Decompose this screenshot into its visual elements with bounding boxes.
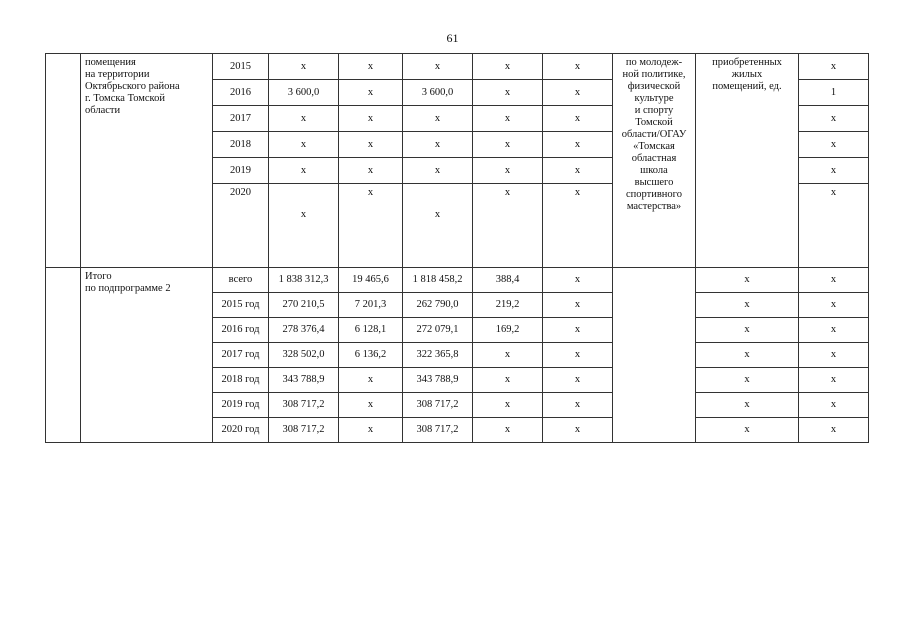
federal-cell: 19 465,6 — [339, 268, 403, 293]
other-cell: х — [543, 418, 613, 443]
federal-cell: х — [339, 368, 403, 393]
other-cell: х — [543, 318, 613, 343]
total-cell: 308 717,2 — [269, 418, 339, 443]
federal-cell: х — [339, 54, 403, 80]
year-cell: 2017 — [213, 106, 269, 132]
row-number-cell — [46, 268, 81, 443]
value-cell: х — [799, 293, 869, 318]
other-cell: х — [543, 368, 613, 393]
indicator-cell: х — [696, 418, 799, 443]
value-cell: х — [799, 158, 869, 184]
regional-cell: 322 365,8 — [403, 343, 473, 368]
executor-cell — [613, 268, 696, 443]
federal-cell: х — [339, 106, 403, 132]
local-cell: х — [473, 368, 543, 393]
local-cell: х — [473, 184, 543, 268]
year-cell: 2015 — [213, 54, 269, 80]
regional-cell: х — [403, 132, 473, 158]
total-cell: х — [269, 54, 339, 80]
local-cell: х — [473, 106, 543, 132]
federal-cell: 6 136,2 — [339, 343, 403, 368]
table-row — [46, 54, 869, 80]
year-cell: 2016 год — [213, 318, 269, 343]
other-cell: х — [543, 268, 613, 293]
regional-cell: 1 818 458,2 — [403, 268, 473, 293]
indicator-cell: приобретенных жилых помещений, ед. — [696, 54, 799, 268]
regional-cell: 308 717,2 — [403, 393, 473, 418]
year-cell: 2015 год — [213, 293, 269, 318]
value-cell: х — [799, 418, 869, 443]
other-cell: х — [543, 393, 613, 418]
year-cell: 2016 — [213, 80, 269, 106]
local-cell: х — [473, 80, 543, 106]
value-cell: х — [799, 393, 869, 418]
other-cell: х — [543, 184, 613, 268]
table-row — [46, 268, 869, 293]
value-cell: х — [799, 318, 869, 343]
other-cell: х — [543, 106, 613, 132]
year-cell: 2018 — [213, 132, 269, 158]
indicator-cell: х — [696, 368, 799, 393]
year-cell: 2020 год — [213, 418, 269, 443]
federal-cell: 6 128,1 — [339, 318, 403, 343]
local-cell: 169,2 — [473, 318, 543, 343]
federal-cell: х — [339, 418, 403, 443]
value-cell: х — [799, 268, 869, 293]
regional-cell: 308 717,2 — [403, 418, 473, 443]
federal-cell: х — [339, 80, 403, 106]
local-cell: 388,4 — [473, 268, 543, 293]
indicator-cell: х — [696, 268, 799, 293]
year-cell: 2019 — [213, 158, 269, 184]
local-cell: х — [473, 132, 543, 158]
measure-description: помещения на территории Октябрьского района г. Томска Томской области — [81, 54, 213, 268]
indicator-cell: х — [696, 318, 799, 343]
budget-table — [45, 53, 869, 443]
total-cell: х — [269, 132, 339, 158]
value-cell: х — [799, 343, 869, 368]
indicator-cell: х — [696, 343, 799, 368]
other-cell: х — [543, 132, 613, 158]
indicator-cell: х — [696, 393, 799, 418]
indicator-cell: х — [696, 293, 799, 318]
total-cell: 278 376,4 — [269, 318, 339, 343]
value-cell: х — [799, 184, 869, 268]
row-number-cell — [46, 54, 81, 268]
regional-cell: 262 790,0 — [403, 293, 473, 318]
federal-cell: х — [339, 158, 403, 184]
total-cell: х — [269, 158, 339, 184]
value-cell: х — [799, 132, 869, 158]
regional-cell: х — [403, 158, 473, 184]
other-cell: х — [543, 343, 613, 368]
total-cell: 328 502,0 — [269, 343, 339, 368]
total-cell: 270 210,5 — [269, 293, 339, 318]
federal-cell: х — [339, 393, 403, 418]
local-cell: х — [473, 418, 543, 443]
federal-cell: 7 201,3 — [339, 293, 403, 318]
year-cell: 2017 год — [213, 343, 269, 368]
other-cell: х — [543, 80, 613, 106]
regional-cell: х — [403, 184, 473, 268]
year-cell: всего — [213, 268, 269, 293]
regional-cell: х — [403, 54, 473, 80]
total-cell: 343 788,9 — [269, 368, 339, 393]
total-cell: 3 600,0 — [269, 80, 339, 106]
regional-cell: 272 079,1 — [403, 318, 473, 343]
local-cell: х — [473, 54, 543, 80]
local-cell: х — [473, 393, 543, 418]
local-cell: х — [473, 343, 543, 368]
regional-cell: 3 600,0 — [403, 80, 473, 106]
value-cell: х — [799, 54, 869, 80]
year-cell: 2019 год — [213, 393, 269, 418]
local-cell: 219,2 — [473, 293, 543, 318]
value-cell: х — [799, 368, 869, 393]
total-cell: 1 838 312,3 — [269, 268, 339, 293]
total-cell: 308 717,2 — [269, 393, 339, 418]
subprogram-total-label: Итого по подпрограмме 2 — [81, 268, 213, 443]
regional-cell: 343 788,9 — [403, 368, 473, 393]
other-cell: х — [543, 158, 613, 184]
page-number: 61 — [446, 31, 459, 45]
other-cell: х — [543, 54, 613, 80]
local-cell: х — [473, 158, 543, 184]
value-cell: 1 — [799, 80, 869, 106]
total-cell: х — [269, 106, 339, 132]
year-cell: 2018 год — [213, 368, 269, 393]
federal-cell: х — [339, 132, 403, 158]
total-cell: х — [269, 184, 339, 268]
federal-cell: х — [339, 184, 403, 268]
executor-cell: по молодеж- ной политике, физической культуре и спорту Томской области/ОГАУ «Томская областная школа высшего спортивного мастерства» — [613, 54, 696, 268]
regional-cell: х — [403, 106, 473, 132]
other-cell: х — [543, 293, 613, 318]
year-cell: 2020 — [213, 184, 269, 268]
value-cell: х — [799, 106, 869, 132]
